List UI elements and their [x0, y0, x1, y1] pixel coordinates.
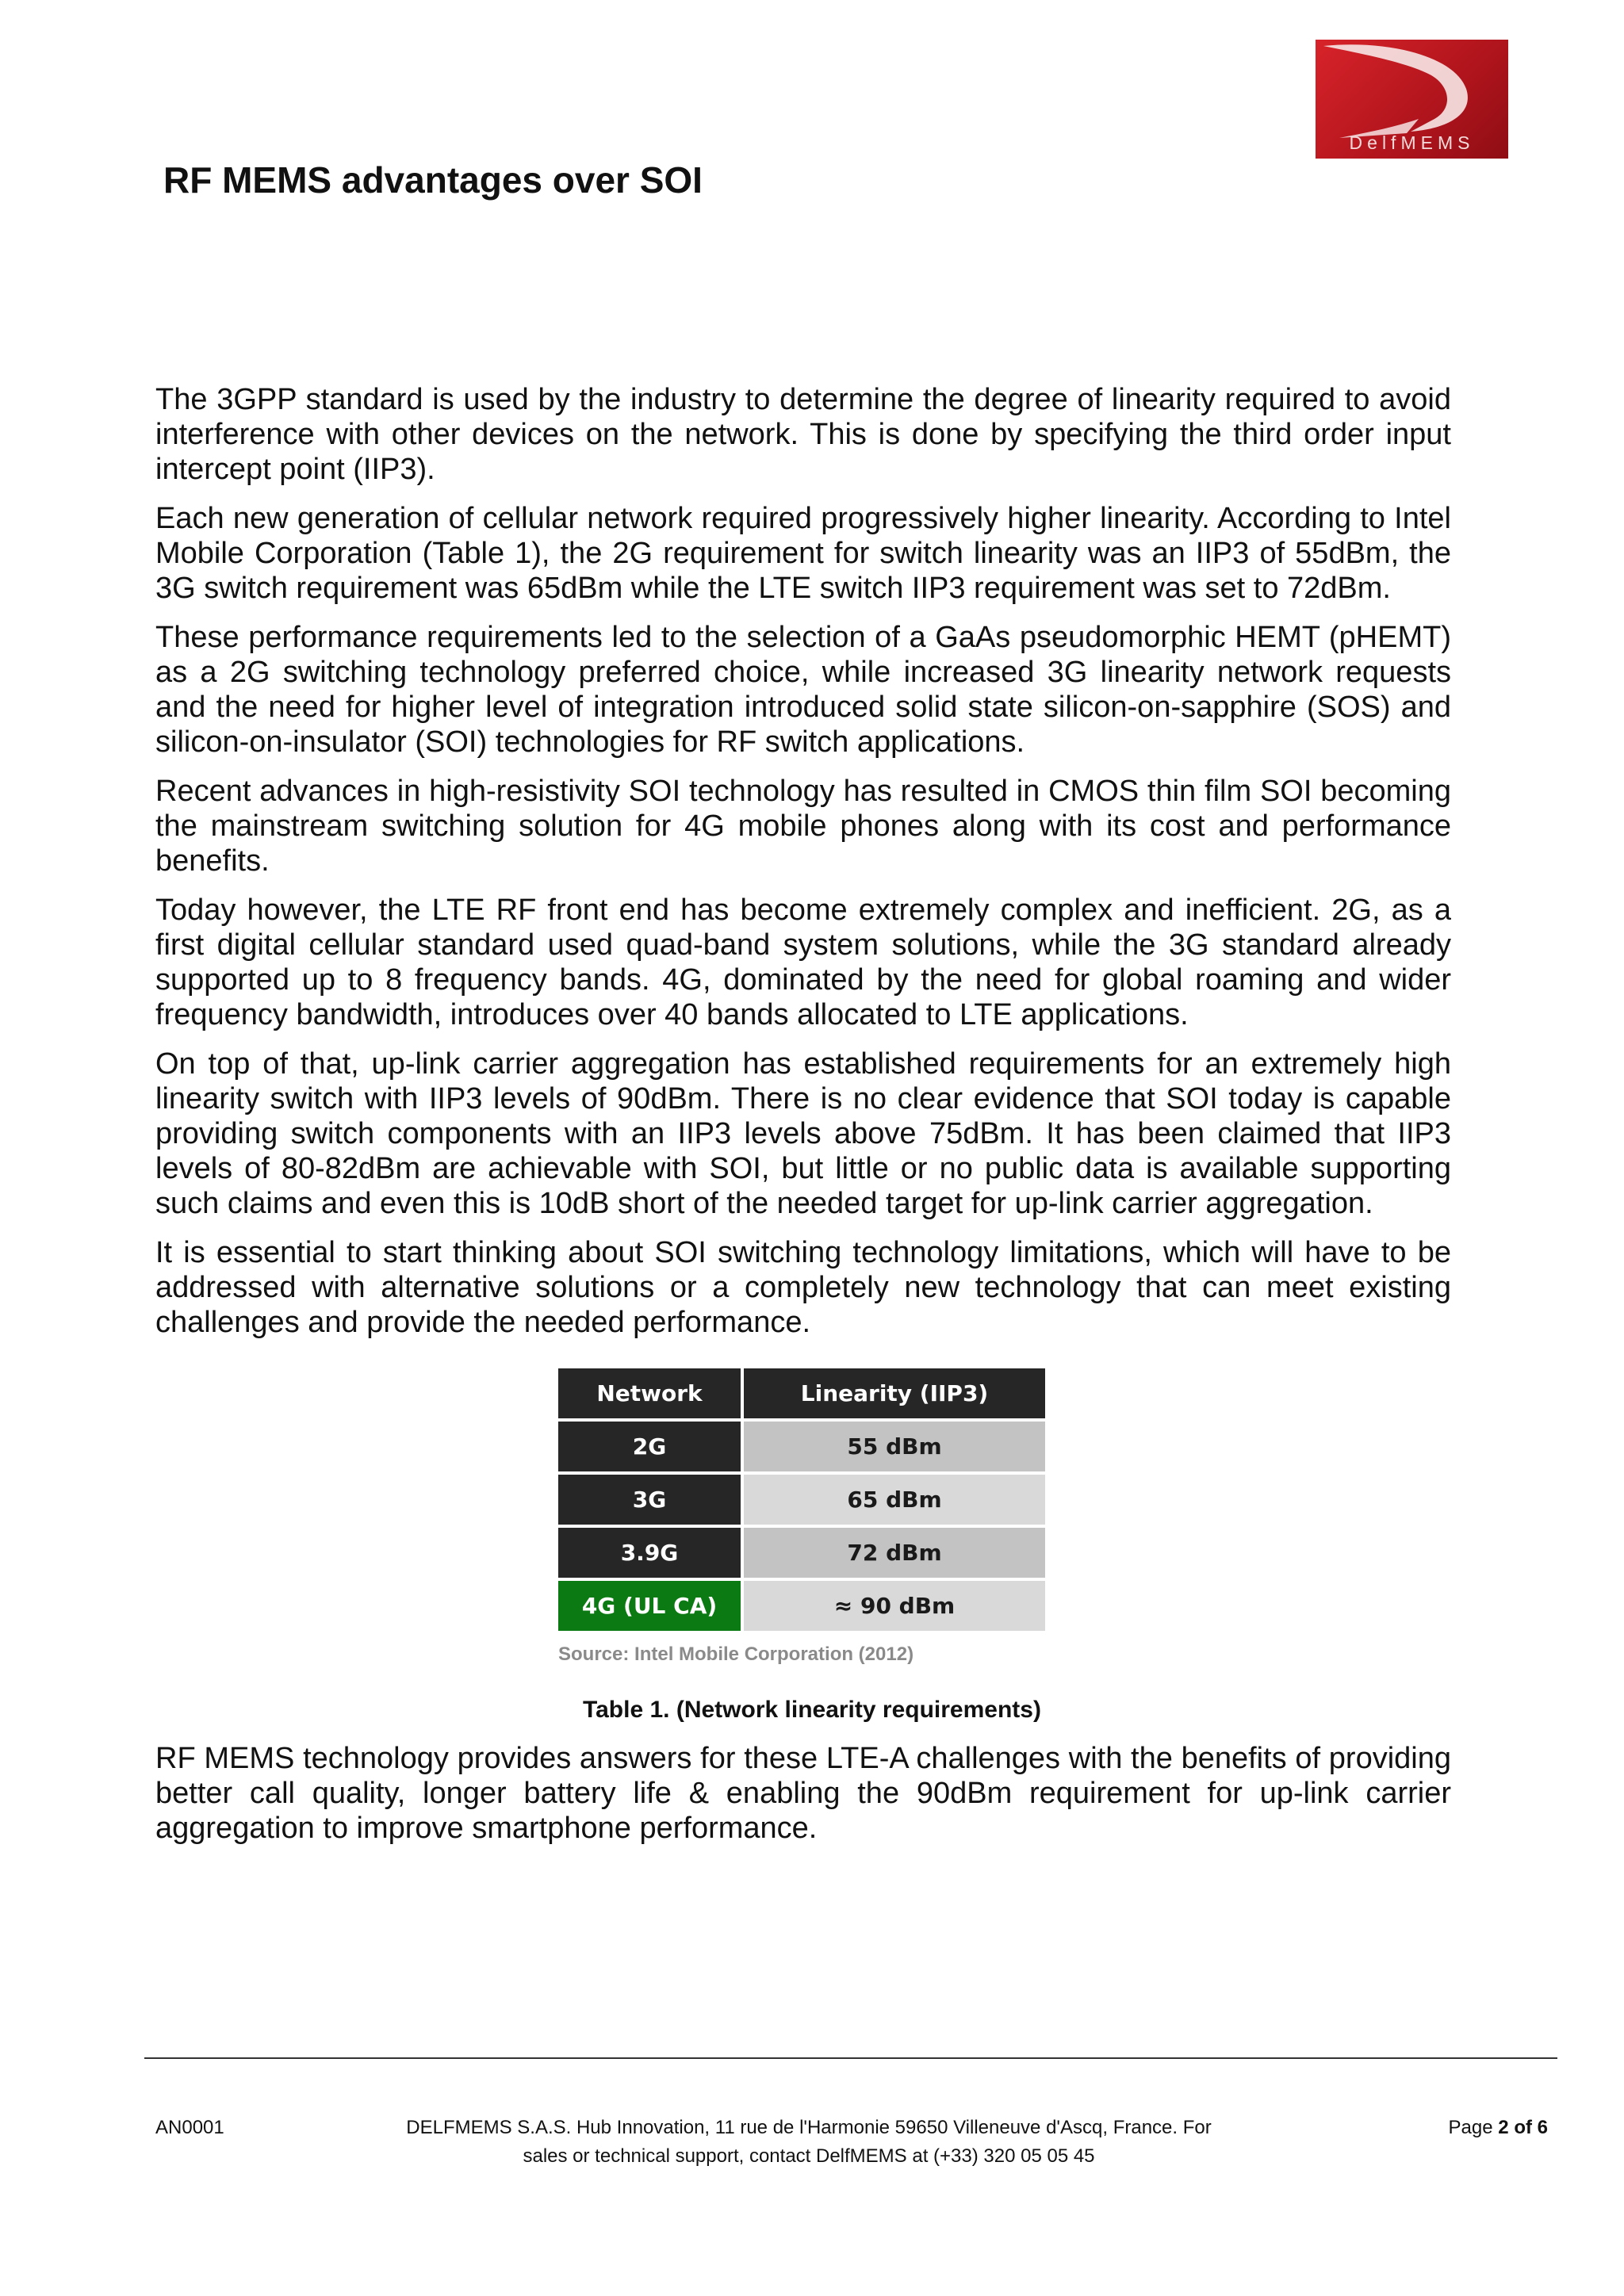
- table-row: [558, 1422, 1045, 1475]
- paragraph: These performance requirements led to the selection of a GaAs pseudomorphic HEMT (pHEMT) as a 2G switching technology preferred choice, while increased 3G linearity network requests and the need for higher level of integration introduced solid state silicon-on-sapphire (SOS) and silicon-on-insulator (SOI) technologies for RF switch applications.: [155, 621, 1451, 759]
- page-title: RF MEMS advantages over SOI: [163, 159, 703, 201]
- page-label: Page: [1448, 2117, 1493, 2138]
- table-row: [558, 1581, 1045, 1634]
- network-cell-highlighted: 4G (UL CA): [558, 1581, 744, 1634]
- linearity-cell: ≈ 90 dBm: [744, 1581, 1045, 1634]
- network-cell: 2G: [558, 1422, 744, 1475]
- closing-paragraph: RF MEMS technology provides answers for these LTE-A challenges with the benefits of providing better call quality, longer battery life & enabling the 90dBm requirement for up-link carrier aggregation to improve smartphone performance.: [155, 1742, 1451, 1845]
- footer-address-line2: sales or technical support, contact DelfMEMS at (+33) 320 05 05 45: [523, 2145, 1095, 2167]
- footer-address-line1: DELFMEMS S.A.S. Hub Innovation, 11 rue de l'Harmonie 59650 Villeneuve d'Ascq, France. For: [406, 2117, 1212, 2138]
- network-cell: 3.9G: [558, 1528, 744, 1581]
- page-of: of: [1514, 2117, 1532, 2138]
- footer-page-number: [1380, 2114, 1548, 2142]
- footer-divider: [144, 2057, 1557, 2059]
- closing-text: [155, 1741, 1451, 1860]
- table-header-row: [558, 1368, 1045, 1422]
- paragraph: It is essential to start thinking about SOI switching technology limitations, which will have to be addressed with alternative solutions or a completely new technology that can meet existing challenges and provide the needed performance.: [155, 1236, 1451, 1339]
- footer-doc-id: AN0001: [155, 2117, 224, 2138]
- paragraph: On top of that, up-link carrier aggregation has established requirements for an extremely high linearity switch with IIP3 levels of 90dBm. There is no clear evidence that SOI today is capable providing switch components with an IIP3 levels above 75dBm. It has been claimed that IIP3 levels of 80-82dBm are achievable with SOI, but little or no public data is available supporting such claims and even this is 10dB short of the needed target for up-link carrier aggregation.: [155, 1047, 1451, 1220]
- table-row: [558, 1528, 1045, 1581]
- paragraph: The 3GPP standard is used by the industry to determine the degree of linearity required to avoid interference with other devices on the network. This is done by specifying the third order input intercept point (IIP3).: [155, 383, 1451, 486]
- page-current: 2: [1498, 2117, 1509, 2138]
- linearity-table: [558, 1368, 1045, 1634]
- paragraph: Today however, the LTE RF front end has become extremely complex and inefficient. 2G, as a first digital cellular standard used quad-band system solutions, while the 3G standard already supported up to 8 frequency bands. 4G, dominated by the need for global roaming and wider frequency bandwidth, introduces over 40 bands allocated to LTE applications.: [155, 894, 1451, 1031]
- page-total: 6: [1537, 2117, 1548, 2138]
- table-row: [558, 1475, 1045, 1528]
- company-logo: [1316, 40, 1508, 159]
- linearity-cell: 55 dBm: [744, 1422, 1045, 1475]
- linearity-table-figure: [558, 1368, 1045, 1666]
- paragraph: Recent advances in high-resistivity SOI technology has resulted in CMOS thin film SOI becoming the mainstream switching solution for 4G mobile phones along with its cost and performance benefits.: [155, 775, 1451, 878]
- linearity-cell: 72 dBm: [744, 1528, 1045, 1581]
- column-header-network: Network: [558, 1368, 744, 1422]
- column-header-linearity: Linearity (IIP3): [744, 1368, 1045, 1422]
- table-caption: Table 1. (Network linearity requirements): [583, 1697, 1041, 1723]
- logo-wordmark: DelfMEMS: [1349, 132, 1475, 153]
- linearity-cell: 65 dBm: [744, 1475, 1045, 1528]
- table-source: Source: Intel Mobile Corporation (2012): [558, 1644, 914, 1665]
- body-text: [155, 382, 1451, 1354]
- network-cell: 3G: [558, 1475, 744, 1528]
- paragraph: Each new generation of cellular network required progressively higher linearity. According to Intel Mobile Corporation (Table 1), the 2G requirement for switch linearity was an IIP3 of 55dBm, the 3G switch requirement was 65dBm while the LTE switch IIP3 requirement was set to 72dBm.: [155, 502, 1451, 605]
- footer-address: [333, 2114, 1285, 2171]
